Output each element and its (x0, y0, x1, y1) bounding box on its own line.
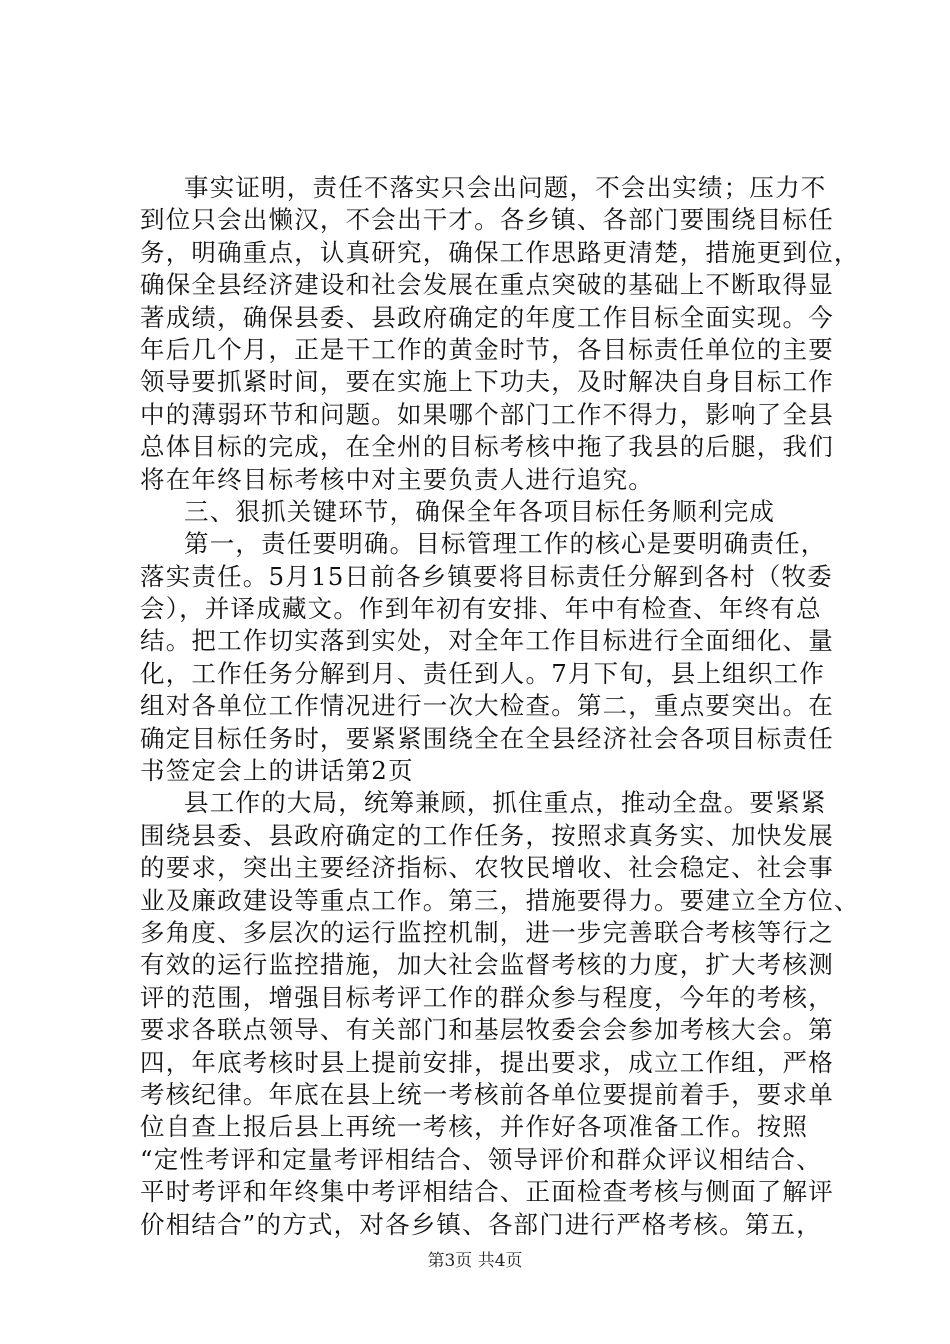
text-line: 业及廉政建设等重点工作。第三，措施要得力。要建立全方位、 (140, 885, 860, 915)
text-line: 中的薄弱环节和问题。如果哪个部门工作不得力，影响了全县 (140, 399, 834, 429)
text-line: 县工作的大局，统筹兼顾，抓住重点，推动全盘。要紧紧 (184, 788, 827, 818)
text-line: 考核纪律。年底在县上统一考核前各单位要提前着手，要求单 (140, 1079, 834, 1109)
text-line: 将在年终目标考核中对主要负责人进行追究。 (140, 464, 654, 494)
text-line: 多角度、多层次的运行监控机制，进一步完善联合考核等行之 (140, 917, 834, 947)
text-line: 确定目标任务时，要紧紧围绕全在全县经济社会各项目标责任 (140, 723, 834, 753)
text-line: 总体目标的完成，在全州的目标考核中拖了我县的后腿，我们 (140, 432, 834, 462)
text-line: 会），并译成藏文。作到年初有安排、年中有检查、年终有总 (140, 594, 822, 624)
text-line: 有效的运行监控措施，加大社会监督考核的力度，扩大考核测 (140, 950, 834, 980)
text-line: 化，工作任务分解到月、责任到人。7月下旬，县上组织工作 (140, 658, 825, 688)
text-line: 评的范围，增强目标考评工作的群众参与程度，今年的考核， (140, 982, 834, 1012)
text-line: 四，年底考核时县上提前安排，提出要求，成立工作组，严格 (140, 1047, 834, 1077)
text-line: 领导要抓紧时间，要在实施上下功夫，及时解决自身目标工作 (140, 367, 834, 397)
text-line: 平时考评和年终集中考评相结合、正面检查考核与侧面了解评 (140, 1177, 834, 1207)
text-line: 结。把工作切实落到实处，对全年工作目标进行全面细化、量 (140, 626, 834, 656)
text-line: 的要求，突出主要经济指标、农牧民增收、社会稳定、社会事 (140, 853, 834, 883)
text-line: 第一，责任要明确。目标管理工作的核心是要明确责任， (184, 529, 827, 559)
text-line: 到位只会出懒汉，不会出干才。各乡镇、各部门要围绕目标任 (140, 205, 834, 235)
text-line: 书签定会上的讲话第2页 (140, 756, 414, 786)
document-body (140, 172, 860, 1241)
text-line: 组对各单位工作情况进行一次大检查。第二，重点要突出。在 (140, 691, 834, 721)
text-line: 要求各联点领导、有关部门和基层牧委会会参加考核大会。第 (140, 1015, 834, 1045)
text-line: 务，明确重点，认真研究，确保工作思路更清楚，措施更到位， (140, 237, 860, 267)
text-line: 落实责任。5月15日前各乡镇要将目标责任分解到各村（牧委 (140, 561, 833, 591)
text-line: 位自查上报后县上再统一考核，并作好各项准备工作。按照 (140, 1112, 809, 1142)
page-footer: 第3页 共4页 (427, 1251, 523, 1271)
text-line: 围绕县委、县政府确定的工作任务，按照求真务实、加快发展 (140, 820, 834, 850)
text-line: “定性考评和定量考评相结合、领导评价和群众评议相结合、 (140, 1144, 822, 1174)
text-line: 三、狠抓关键环节，确保全年各项目标任务顺利完成 (184, 496, 776, 526)
text-line: 著成绩，确保县委、县政府确定的年度工作目标全面实现。今 (140, 302, 834, 332)
text-line: 价相结合”的方式，对各乡镇、各部门进行严格考核。第五， (140, 1209, 822, 1239)
text-line: 事实证明，责任不落实只会出问题，不会出实绩；压力不 (184, 173, 827, 202)
text-line: 年后几个月，正是干工作的黄金时节，各目标责任单位的主要 (140, 334, 834, 364)
text-line: 确保全县经济建设和社会发展在重点突破的基础上不断取得显 (140, 270, 834, 300)
